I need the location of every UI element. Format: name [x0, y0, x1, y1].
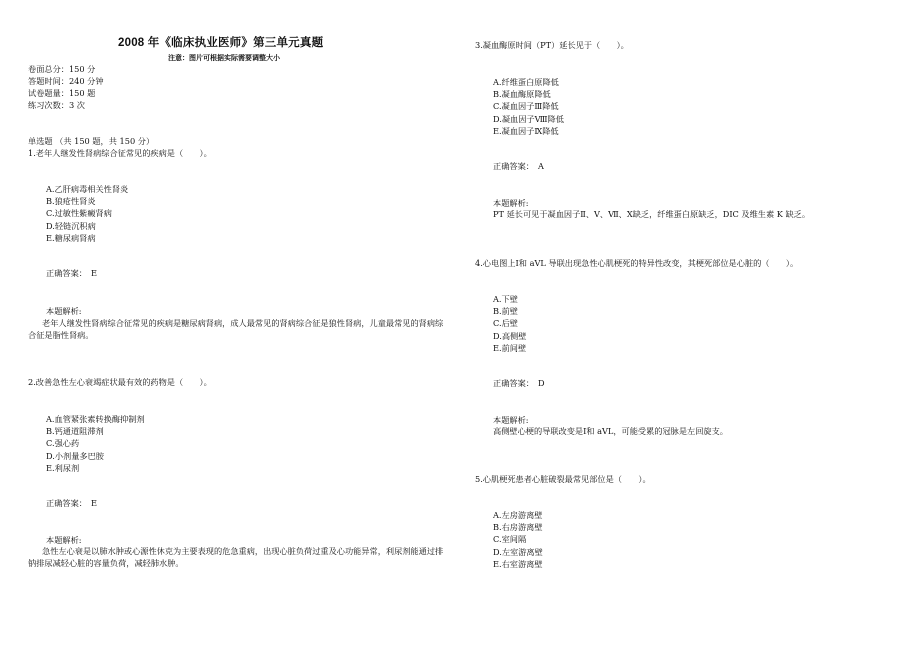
document-title: 2008 年《临床执业医师》第三单元真题: [118, 37, 324, 49]
option-c[interactable]: C.室间隔: [493, 534, 527, 545]
option-a[interactable]: A.血管紧张素转换酶抑制剂: [46, 414, 145, 424]
option-d[interactable]: D.左室游离壁: [493, 546, 543, 557]
option-e[interactable]: E.前间壁: [493, 342, 527, 353]
option-e[interactable]: E.利尿剂: [46, 462, 80, 473]
option-list: [46, 413, 145, 474]
option-d[interactable]: D.轻链沉积病: [46, 220, 96, 231]
analysis-text: PT 延长可见于凝血因子Ⅱ、Ⅴ、Ⅶ、Ⅹ缺乏，纤维蛋白原缺乏，DIC 及维生素 K 缺乏。: [493, 209, 811, 219]
option-b[interactable]: B.右房游离壁: [493, 522, 543, 533]
option-list: [493, 509, 543, 570]
option-d[interactable]: D.凝血因子Ⅷ降低: [493, 113, 564, 124]
meta-attempts: 练习次数：3 次: [28, 100, 85, 110]
analysis-text: 老年人继发性肾病综合征常见的疾病是糖尿病肾病，成人最常见的肾病综合征是狼性肾病，儿童最常见的肾病综合征是脂性肾病。: [28, 318, 444, 341]
option-list: [493, 293, 526, 354]
option-e[interactable]: E.糖尿病肾病: [46, 232, 96, 243]
option-b[interactable]: B.狼疮性肾炎: [46, 196, 96, 207]
meta-total-score: 卷面总分：150 分: [28, 64, 96, 74]
question-stem: 1.老年人继发性肾病综合征常见的疾病是（ ）。: [28, 148, 212, 158]
question-stem: 3.凝血酶原时间（PT）延长见于（ ）。: [475, 40, 629, 50]
correct-answer: 正确答案： D: [493, 378, 545, 388]
option-e[interactable]: E.凝血因子Ⅸ降低: [493, 125, 559, 136]
option-list: [46, 183, 128, 244]
option-a[interactable]: A.乙肝病毒相关性肾炎: [46, 184, 129, 194]
question-stem: 5.心肌梗死患者心脏破裂最常见部位是（ ）。: [475, 474, 651, 484]
analysis-text: 高侧壁心梗的导联改变是Ⅰ和 aVL，可能受累的冠脉是左回旋支。: [493, 426, 728, 436]
section-heading: 单选题 （共 150 题，共 150 分）: [28, 136, 155, 146]
question-stem: 4.心电图上Ⅰ和 aVL 导联出现急性心肌梗死的特异性改变，其梗死部位是心脏的（ ）。: [475, 258, 799, 268]
analysis-label: 本题解析:: [493, 198, 529, 208]
meta-time: 答题时间：240 分钟: [28, 76, 104, 86]
option-c[interactable]: C.凝血因子Ⅲ降低: [493, 101, 559, 112]
option-c[interactable]: C.后壁: [493, 318, 518, 329]
option-c[interactable]: C.强心药: [46, 438, 80, 449]
option-c[interactable]: C.过敏性紫癜肾病: [46, 208, 112, 219]
option-b[interactable]: B.前壁: [493, 306, 518, 317]
option-b[interactable]: B.凝血酶原降低: [493, 89, 551, 100]
option-d[interactable]: D.高侧壁: [493, 330, 527, 341]
option-e[interactable]: E.右室游离壁: [493, 558, 543, 569]
option-d[interactable]: D.小剂量多巴胺: [46, 450, 104, 461]
option-a[interactable]: A.纤维蛋白原降低: [493, 77, 559, 87]
option-list: [493, 76, 564, 137]
analysis-label: 本题解析:: [46, 306, 82, 316]
correct-answer: 正确答案： E: [46, 268, 98, 278]
option-a[interactable]: A.下壁: [493, 294, 518, 304]
option-b[interactable]: B.钙通道阻滞剂: [46, 426, 104, 437]
correct-answer: 正确答案： E: [46, 498, 98, 508]
meta-count: 试卷题量：150 题: [28, 88, 96, 98]
analysis-label: 本题解析:: [46, 535, 82, 545]
analysis-text: 急性左心衰是以肺水肿或心源性休克为主要表现的危急重病，出现心脏负荷过重及心功能异常，利尿剂能通过排钠排尿减轻心脏的容量负荷，减轻肺水肿。: [28, 546, 444, 569]
option-a[interactable]: A.左房游离壁: [493, 510, 543, 520]
document-note: 注意：图片可根据实际需要调整大小: [168, 53, 280, 62]
correct-answer: 正确答案： A: [493, 161, 544, 171]
analysis-label: 本题解析:: [493, 415, 529, 425]
question-stem: 2.改善急性左心衰竭症状最有效的药物是（ ）。: [28, 377, 212, 387]
